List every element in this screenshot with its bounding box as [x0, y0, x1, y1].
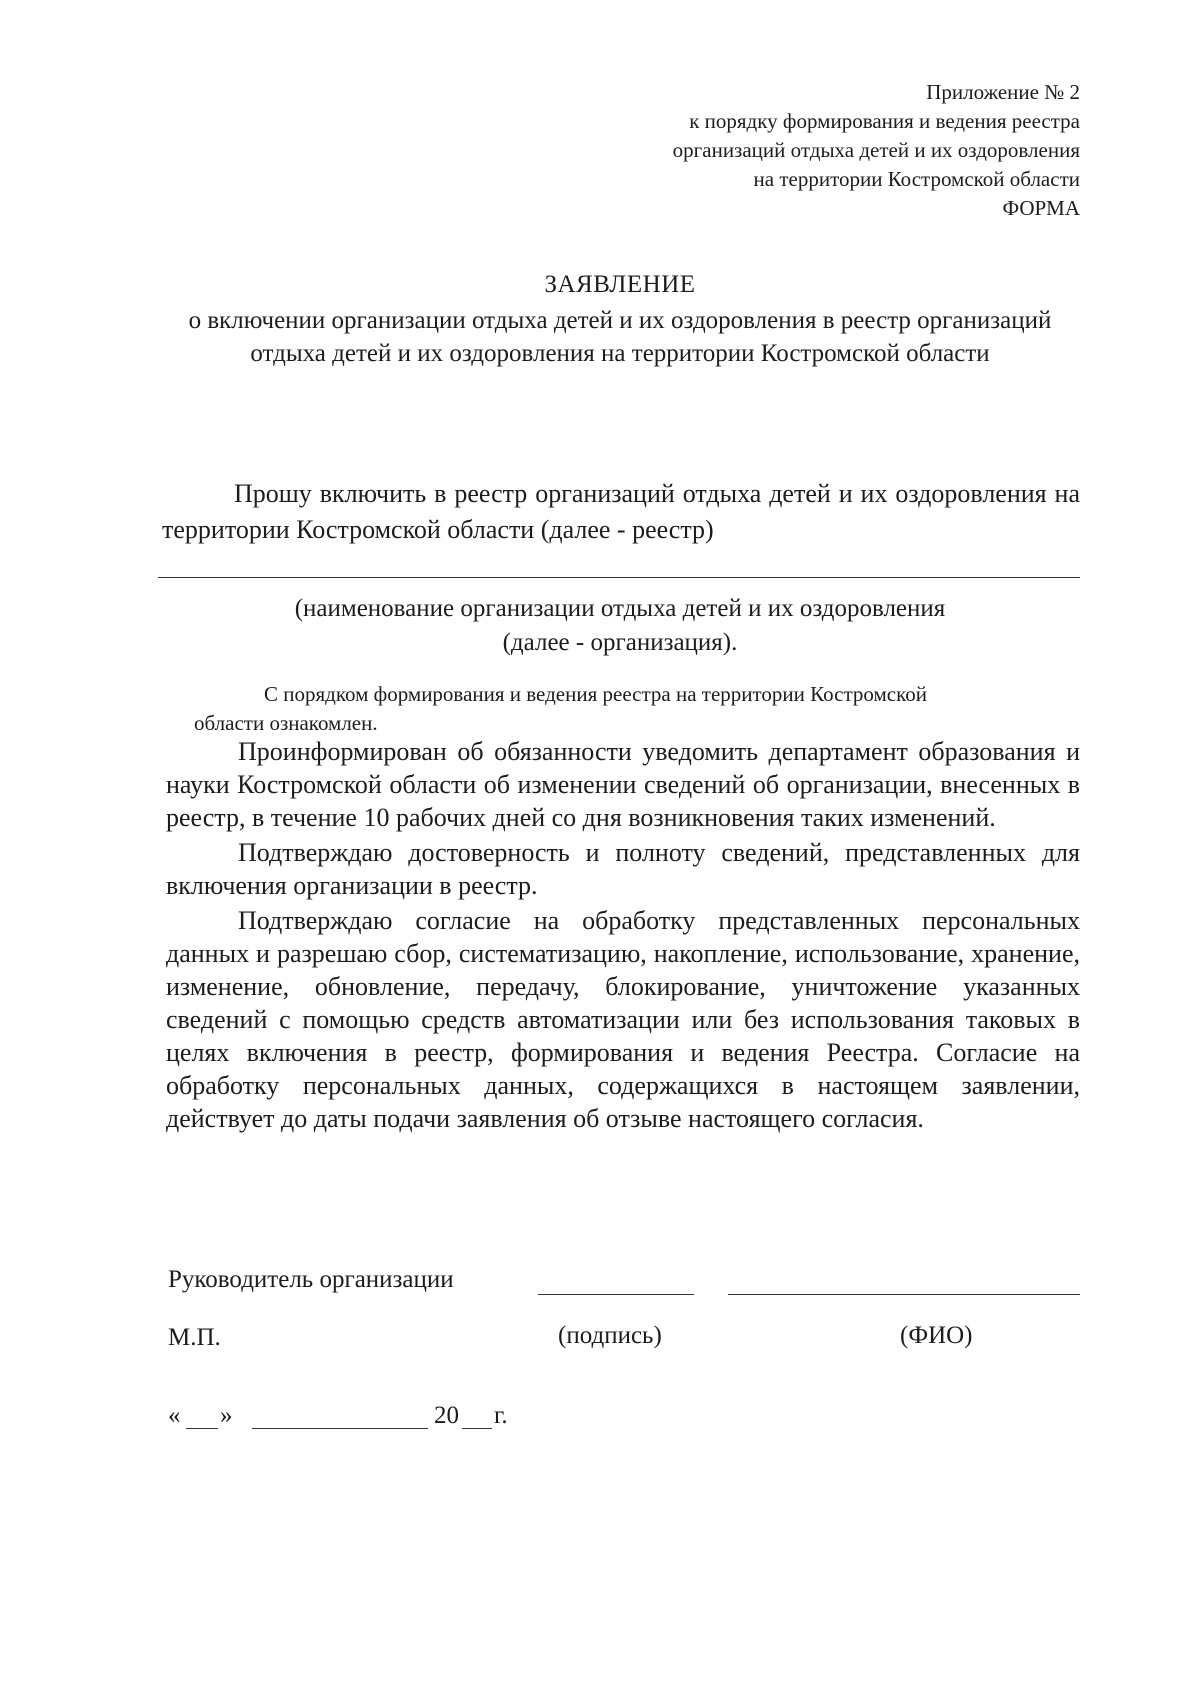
- note-line: области ознакомлен.: [194, 711, 378, 735]
- paragraph-confirm-accuracy: Подтверждаю достоверность и полноту сведений, представленных для включения организации в реестр.: [166, 838, 1080, 900]
- appendix-line: организаций отдыха детей и их оздоровления: [672, 138, 1080, 162]
- request-text: Прошу включить в реестр организаций отдыха детей и их оздоровления на территории Костромской области (далее - реестр): [162, 479, 1080, 544]
- date-open-quote: «: [168, 1402, 181, 1429]
- signature-block: [168, 1266, 1088, 1376]
- signature-caption: (подпись): [558, 1322, 662, 1349]
- appendix-number: Приложение № 2: [926, 80, 1080, 104]
- signature-field-line: [538, 1294, 694, 1295]
- date-year-field-line: [462, 1428, 492, 1429]
- note-line: С порядком формирования и ведения реестра на территории Костромской: [264, 682, 927, 706]
- body-text: [166, 735, 1080, 1137]
- full-name-field-line: [728, 1294, 1080, 1295]
- paragraph-consent: Подтверждаю согласие на обработку представленных персональных данных и разрешаю сбор, систематизацию, накопление, использование, хранение, изменение, обновление, передачу, блокирование, уничтожение указанных сведений с помощью средств автоматизации или без использования таковых в целях включения в реестр, формирования и ведения Реестра. Согласие на обработку персональных данных, содержащихся в настоящем заявлении, действует до даты подачи заявления об отзыве настоящего согласия.: [166, 906, 1080, 1133]
- caption-line: (далее - организация).: [502, 629, 738, 656]
- appendix-header: [673, 78, 1080, 223]
- date-year-prefix: 20: [434, 1402, 459, 1429]
- organization-name-field-line: [158, 577, 1080, 578]
- stamp-label: М.П.: [168, 1324, 221, 1351]
- caption-line: (наименование организации отдыха детей и их оздоровления: [294, 595, 946, 622]
- date-year-suffix: г.: [494, 1402, 508, 1429]
- appendix-line: к порядку формирования и ведения реестра: [689, 109, 1080, 133]
- date-month-field-line: [252, 1428, 428, 1429]
- date-close-quote: »: [220, 1402, 233, 1429]
- procedure-note: [194, 680, 1074, 738]
- document-title: ЗАЯВЛЕНИЕ: [544, 271, 696, 298]
- form-label: ФОРМА: [1002, 196, 1080, 220]
- title-block: [160, 268, 1080, 370]
- date-day-field-line: [186, 1428, 218, 1429]
- document-subtitle: о включении организации отдыха детей и их оздоровления в реестр организаций отдыха детей и их оздоровления на территории Костромской области: [188, 307, 1052, 367]
- organization-name-caption: [200, 592, 1040, 660]
- paragraph-informed: Проинформирован об обязанности уведомить департамент образования и науки Костромской области об изменении сведений об организации, внесенных в реестр, в течение 10 рабочих дней со дня возникновения таких изменений.: [166, 737, 1080, 832]
- date-row: [168, 1402, 668, 1442]
- signer-role: Руководитель организации: [168, 1266, 454, 1293]
- appendix-line: на территории Костромской области: [753, 167, 1080, 191]
- full-name-caption: (ФИО): [900, 1322, 973, 1349]
